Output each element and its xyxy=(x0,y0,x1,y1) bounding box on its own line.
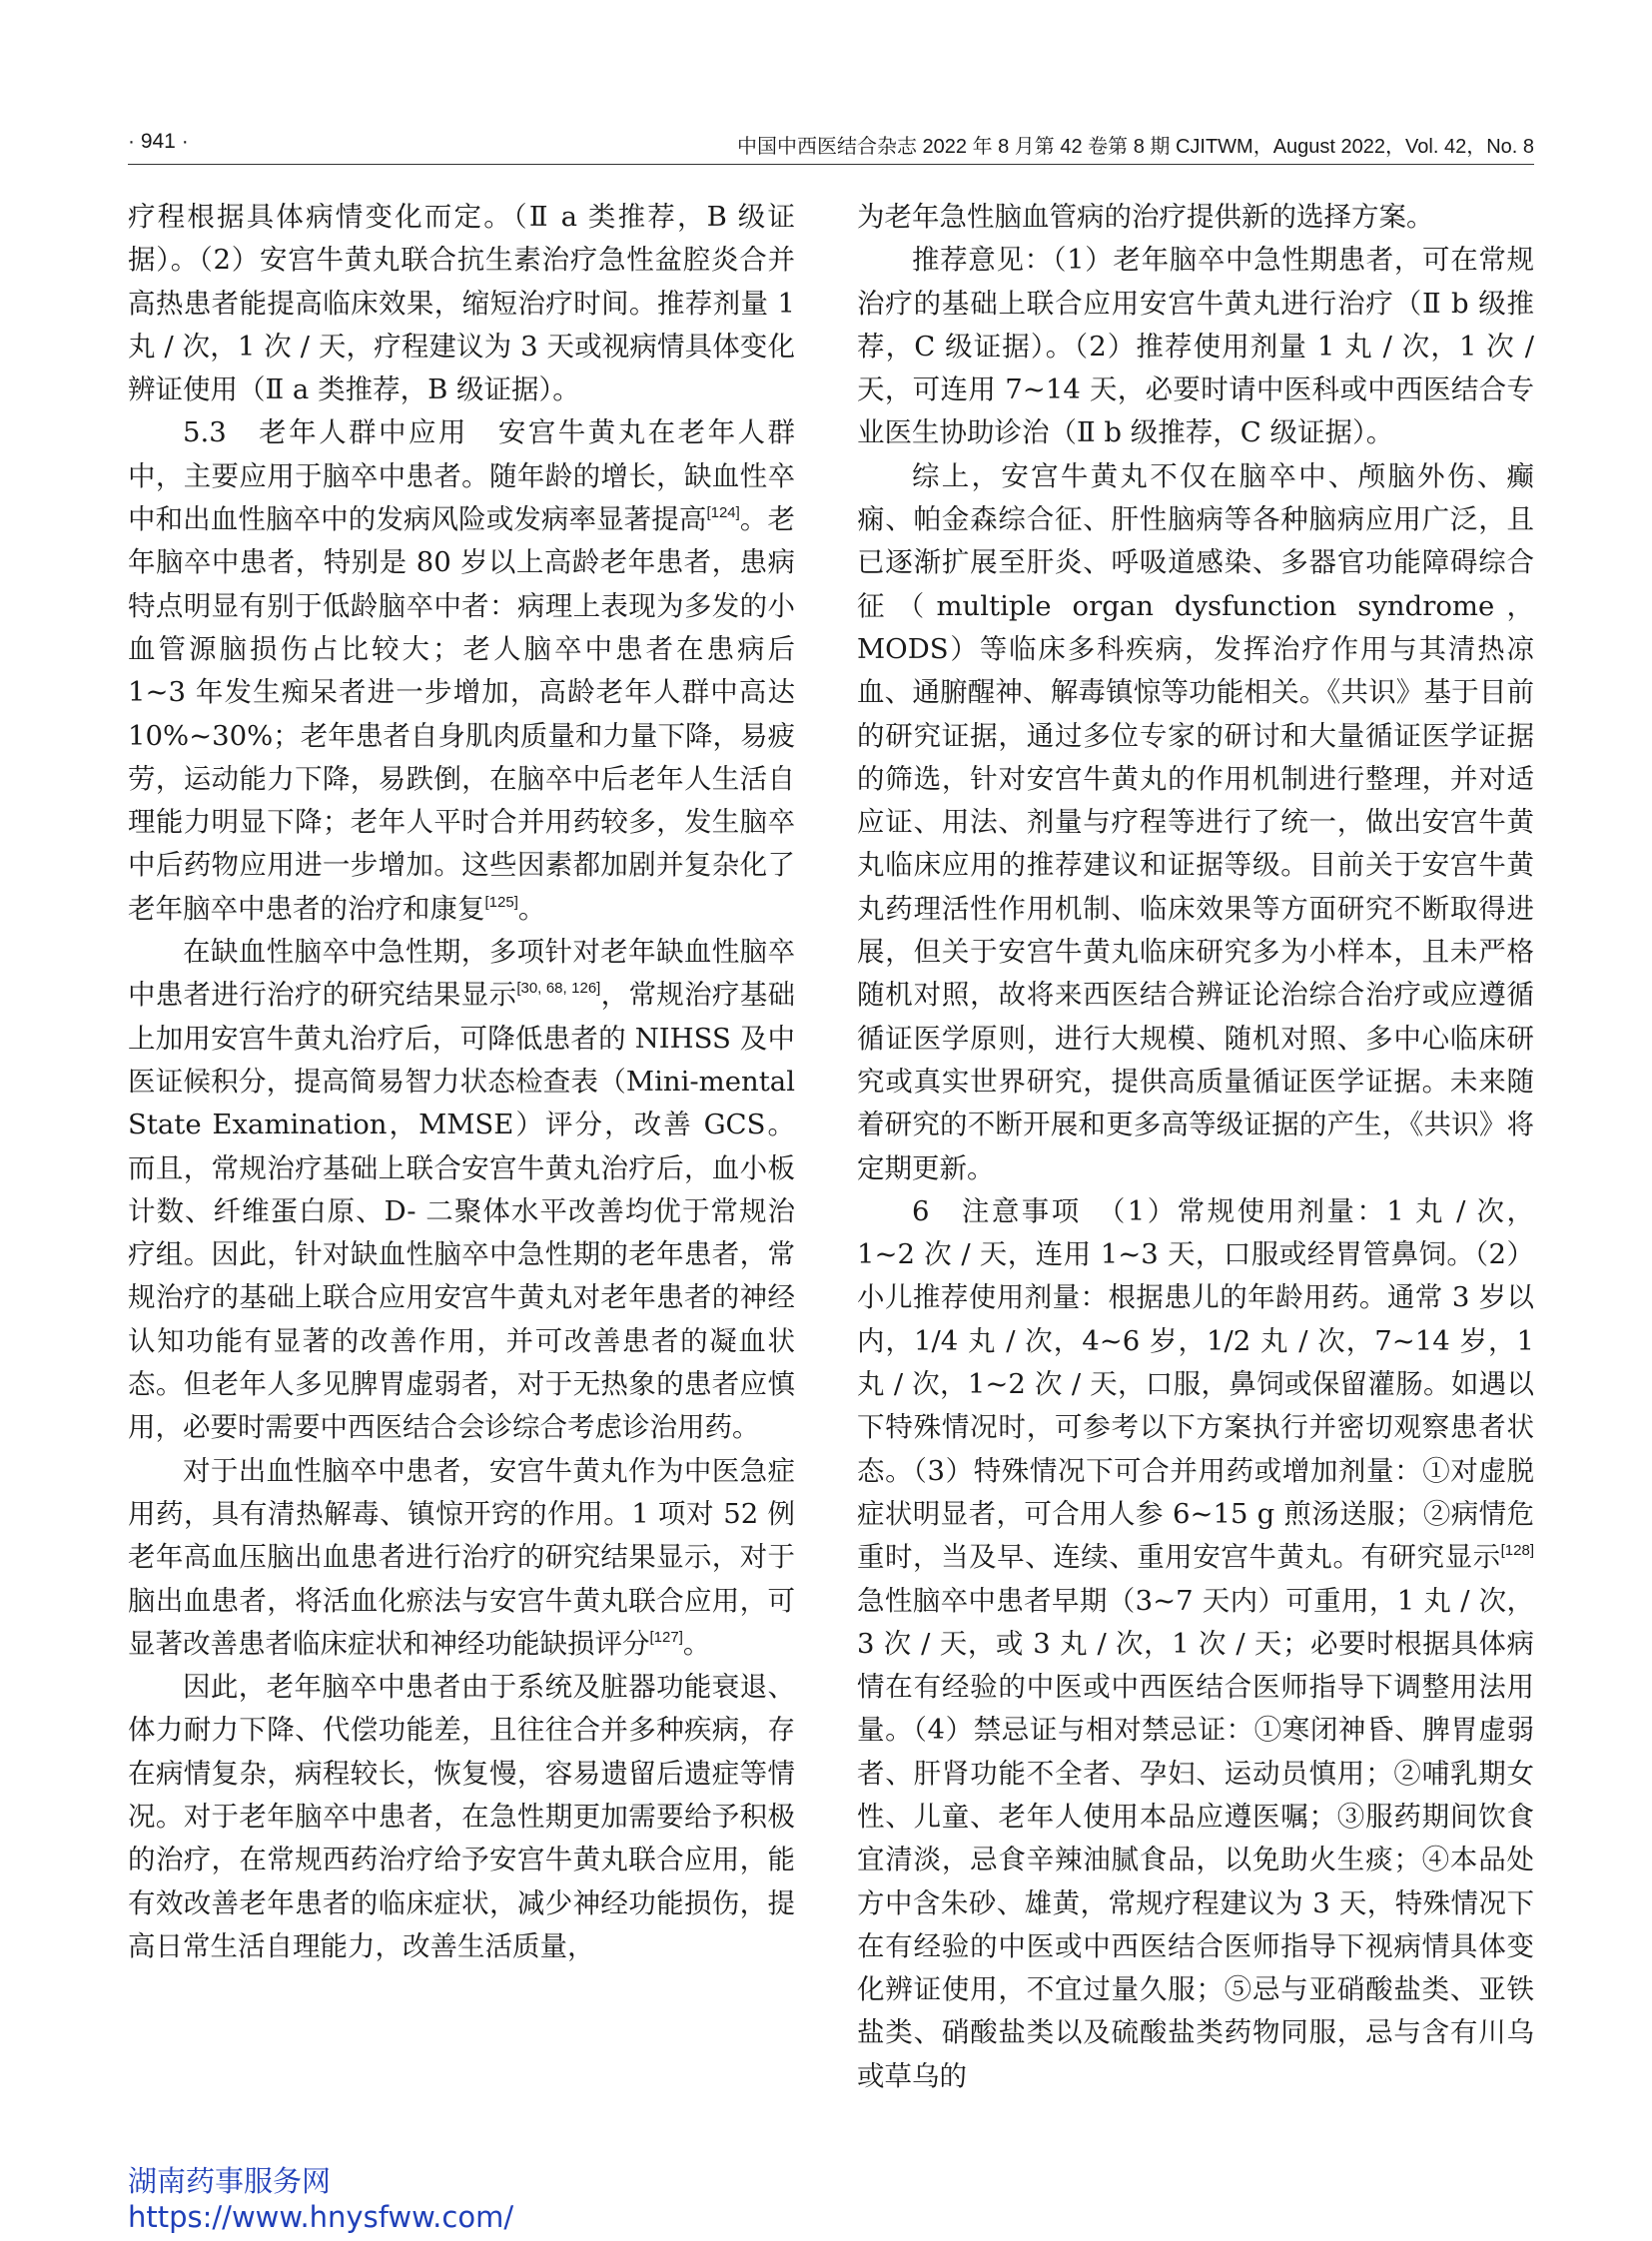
running-header xyxy=(128,128,1534,165)
citation-ref: [124] xyxy=(706,504,740,522)
site-url-link[interactable]: https://www.hnysfww.com/ xyxy=(128,2200,514,2234)
citation-ref: [125] xyxy=(484,893,518,911)
paragraph xyxy=(128,931,795,1450)
paragraph xyxy=(857,1190,1534,2098)
paragraph xyxy=(128,411,795,931)
paragraph xyxy=(128,196,795,411)
text-run: 对于出血性脑卒中患者，安宫牛黄丸作为中医急症用药，具有清热解毒、镇惊开窍的作用。1 项对 52 例老年高血压脑出血患者进行治疗的研究结果显示，对于脑出血患者，将活血化瘀法与安宫牛黄丸联合应用，可显著改善患者临床症状和神经功能缺损评分 xyxy=(128,1454,795,1660)
right-column xyxy=(857,196,1534,2098)
left-column xyxy=(128,196,795,1968)
text-run: 因此，老年脑卒中患者由于系统及脏器功能衰退、体力耐力下降、代偿功能差，且往往合并多种疾病，存在病情复杂，病程较长，恢复慢，容易遗留后遗症等情况。对于老年脑卒中患者，在急性期更加需要给予积极的治疗，在常规西药治疗给予安宫牛黄丸联合应用，能有效改善老年患者的临床症状，减少神经功能损伤，提高日常生活自理能力，改善生活质量， xyxy=(128,1671,795,1962)
text-run: ，常规治疗基础上加用安宫牛黄丸治疗后，可降低患者的 NIHSS 及中医证候积分，提高简易智力状态检查表（Mini-mental State Examination，MMSE）评分，改善 GCS。而且，常规治疗基础上联合安宫牛黄丸治疗后，血小板计数、纤维蛋白原、D- 二聚体水平改善均优于常规治疗组。因此，针对缺血性脑卒中急性期的老年患者，常规治疗的基础上联合应用安宫牛黄丸对老年患者的神经认知功能有显著的改善作用，并可改善患者的凝血状态。但老年人多见脾胃虚弱者，对于无热象的患者应慎用，必要时需要中西医结合会诊综合考虑诊治用药。 xyxy=(128,979,796,1444)
paragraph xyxy=(128,1450,795,1666)
paragraph xyxy=(857,239,1534,454)
text-run: 。 xyxy=(682,1627,711,1660)
watermark-footer xyxy=(128,2163,513,2235)
text-run: 在缺血性脑卒中急性期，多项针对老年缺血性脑卒中患者进行治疗的研究结果显示 xyxy=(128,936,795,1012)
journal-citation: 中国中西医结合杂志 2022 年 8 月第 42 卷第 8 期 CJITWM，August 2022，Vol. 42，No. 8 xyxy=(736,136,1534,158)
text-run: 6 注意事项 （1）常规使用剂量：1 丸 / 次，1~2 次 / 天，连用 1~3 天，口服或经胃管鼻饲。（2）小儿推荐使用剂量：根据患儿的年龄用药。通常 3 岁以内，1/4 丸 / 次，4~6 岁，1/2 丸 / 次，7~14 岁，1 丸 / 次，1~2 次 / 天，口服，鼻饲或保留灌肠。如遇以下特殊情况时，可参考以下方案执行并密切观察患者状态。（3）特殊情况下可合并用药或增加剂量：①对虚脱症状明显者，可合用人参 6~15 g 煎汤送服；②病情危重时，当及早、连续、重用安宫牛黄丸。有研究显示 xyxy=(857,1194,1534,1574)
text-run: 。 xyxy=(517,892,546,925)
text-run: 5.3 老年人群中应用 安宫牛黄丸在老年人群中，主要应用于脑卒中患者。随年龄的增长，缺血性卒中和出血性脑卒中的发病风险或发病率显著提高 xyxy=(128,416,795,536)
text-run: 为老年急性脑血管病的治疗提供新的选择方案。 xyxy=(857,201,1434,233)
text-run: 。老年脑卒中患者，特别是 80 岁以上高龄老年患者，患病特点明显有别于低龄脑卒中者：病理上表现为多发的小血管源脑损伤占比较大；老人脑卒中患者在患病后 1~3 年发生痴呆者进一步增加，高龄老年人群中高达 10%~30%；老年患者自身肌肉质量和力量下降，易疲劳，运动能力下降，易跌倒，在脑卒中后老年人生活自理能力明显下降；老年人平时合并用药较多，发生脑卒中后药物应用进一步增加。这些因素都加剧并复杂化了老年脑卒中患者的治疗和康复 xyxy=(128,503,796,925)
text-run: 急性脑卒中患者早期（3~7 天内）可重用，1 丸 / 次，3 次 / 天，或 3 丸 / 次，1 次 / 天；必要时根据具体病情在有经验的中医或中西医结合医师指导下调整用法用量。（4）禁忌证与相对禁忌证：①寒闭神昏、脾胃虚弱者、肝肾功能不全者、孕妇、运动员慎用；②哺乳期女性、儿童、老年人使用本品应遵医嘱；③服药期间饮食宜清淡，忌食辛辣油腻食品，以免助火生痰；④本品处方中含朱砂、雄黄，常规疗程建议为 3 天，特殊情况下在有经验的中医或中西医结合医师指导下视病情具体变化辨证使用，不宜过量久服；⑤忌与亚硝酸盐类、亚铁盐类、硝酸盐类以及硫酸盐类药物同服，忌与含有川乌或草乌的 xyxy=(857,1584,1534,2092)
citation-ref: [30, 68, 126] xyxy=(516,980,601,998)
paragraph xyxy=(128,1666,795,1968)
page-number: · 941 · xyxy=(128,130,189,153)
text-run: 综上，安宫牛黄丸不仅在脑卒中、颅脑外伤、癫痫、帕金森综合征、肝性脑病等各种脑病应用广泛，且已逐渐扩展至肝炎、呼吸道感染、多器官功能障碍综合征（multiple organ dysfunction syndrome，MODS）等临床多科疾病，发挥治疗作用与其清热凉血、通腑醒神、解毒镇惊等功能相关。《共识》基于目前的研究证据，通过多位专家的研讨和大量循证医学证据的筛选，针对安宫牛黄丸的作用机制进行整理，并对适应证、用法、剂量与疗程等进行了统一，做出安宫牛黄丸临床应用的推荐建议和证据等级。目前关于安宫牛黄丸药理活性作用机制、临床效果等方面研究不断取得进展，但关于安宫牛黄丸临床研究多为小样本，且未严格随机对照，故将来西医结合辨证论治综合治疗或应遵循循证医学原则，进行大规模、随机对照、多中心临床研究或真实世界研究，提供高质量循证医学证据。未来随着研究的不断开展和更多高等级证据的产生，《共识》将定期更新。 xyxy=(857,459,1534,1184)
site-name: 湖南药事服务网 xyxy=(128,2164,332,2198)
paragraph xyxy=(857,455,1534,1190)
citation-ref: [127] xyxy=(649,1628,683,1646)
citation-ref: [128] xyxy=(1500,1542,1534,1560)
text-run: 疗程根据具体病情变化而定。（Ⅱ a 类推荐，B 级证据）。（2）安宫牛黄丸联合抗生素治疗急性盆腔炎合并高热患者能提高临床效果，缩短治疗时间。推荐剂量 1 丸 / 次，1 次 / 天，疗程建议为 3 天或视病情具体变化辨证使用（Ⅱ a 类推荐，B 级证据）。 xyxy=(128,201,795,406)
text-run: 推荐意见：（1）老年脑卒中急性期患者，可在常规治疗的基础上联合应用安宫牛黄丸进行治疗（Ⅱ b 级推荐，C 级证据）。（2）推荐使用剂量 1 丸 / 次，1 次 / 天，可连用 7~14 天，必要时请中医科或中西医结合专业医生协助诊治（Ⅱ b 级推荐，C 级证据）。 xyxy=(857,244,1534,449)
paragraph xyxy=(857,196,1534,239)
